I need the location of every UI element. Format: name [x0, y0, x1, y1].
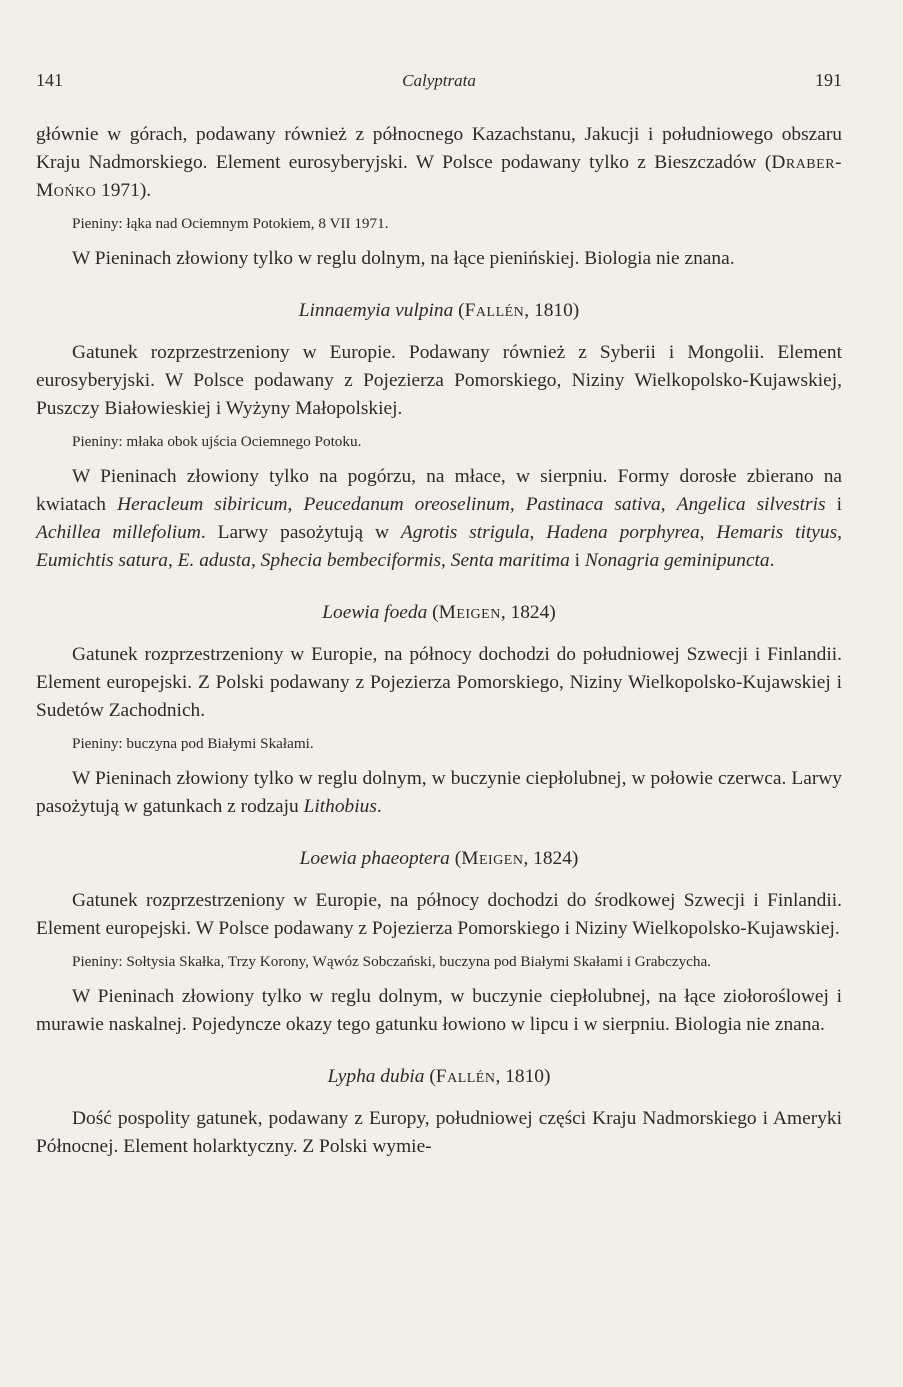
body-paragraph: głównie w górach, podawany również z północnego Kazachstanu, Jakucji i południowego obszaru Kraju Nadmorskiego. Element eurosyberyjski. W Polsce podawany tylko z Bieszczadów (Draber-Mońko 1971).: [36, 124, 842, 201]
body-paragraph: W Pieninach złowiony tylko w reglu dolnym, na łące pienińskiej. Biologia nie znana.: [72, 248, 735, 269]
species-name: Lypha dubia: [327, 1066, 425, 1087]
locality-note: Pieniny: Sołtysia Skałka, Trzy Korony, Wąwóz Sobczański, buczyna pod Białymi Skałami i Grabczycha.: [72, 953, 712, 970]
species-year: 1824: [510, 602, 550, 623]
taxon-name: Peucedanum oreoselinum: [303, 494, 510, 515]
taxon-name: Agrotis strigula: [400, 522, 530, 543]
species-author: Fallén: [464, 300, 525, 321]
taxon-name: Senta maritima: [450, 550, 570, 571]
body-paragraph: Dość pospolity gatunek, podawany z Europy, południowej części Kraju Nadmorskiego i Ameryki Północnej. Element holarktyczny. Z Polski wymie-: [36, 1108, 842, 1157]
taxon-name: E. adusta: [177, 550, 251, 571]
species-heading: Lypha dubia (Fallén, 1810): [327, 1066, 551, 1087]
taxon-name: Eumichtis satura: [36, 550, 168, 571]
species-author: Fallén: [435, 1066, 496, 1087]
body-paragraph: Gatunek rozprzestrzeniony w Europie, na północy dochodzi do południowej Szwecji i Finlandii. Element europejski. Z Polski podawany z Pojezierza Pomorskiego, Niziny Wielkopolsko-Kujawskiej i Sudetów Zachodnich.: [36, 644, 842, 721]
body-paragraph: Gatunek rozprzestrzeniony w Europie. Podawany również z Syberii i Mongolii. Element eurosyberyjski. W Polsce podawany z Pojezierza Pomorskiego, Niziny Wielkopolsko-Kujawskiej, Puszczy Białowieskiej i Wyżyny Małopolskiej.: [36, 342, 842, 419]
species-heading: Loewia phaeoptera (Meigen, 1824): [299, 848, 579, 869]
species-year: 1810: [534, 300, 573, 321]
page-body: [36, 121, 842, 1161]
species-name: Linnaemyia vulpina: [298, 300, 454, 321]
species-heading: Loewia foeda (Meigen, 1824): [322, 602, 556, 623]
body-paragraph: W Pieninach złowiony tylko w reglu dolnym, w buczynie ciepłolubnej, na łące ziołoroślowej i murawie naskalnej. Pojedyncze okazy tego gatunku łowiono w lipcu i w sierpniu. Biologia nie znana.: [36, 986, 842, 1035]
running-title: Calyptrata: [402, 71, 476, 90]
taxon-name: Lithobius: [303, 796, 377, 817]
locality-note: Pieniny: buczyna pod Białymi Skałami.: [72, 735, 314, 752]
species-name: Loewia phaeoptera: [299, 848, 450, 869]
species-year: 1810: [505, 1066, 544, 1087]
species-heading: Linnaemyia vulpina (Fallén, 1810): [298, 300, 580, 321]
body-paragraph: Gatunek rozprzestrzeniony w Europie, na północy dochodzi do środkowej Szwecji i Finlandii. Element europejski. W Polsce podawany z Pojezierza Pomorskiego i Niziny Wielkopolsko-Kujawskiej.: [36, 890, 842, 939]
page-header: [36, 70, 842, 91]
taxon-name: Pastinaca sativa: [525, 494, 661, 515]
locality-note: Pieniny: młaka obok ujścia Ociemnego Potoku.: [72, 433, 362, 450]
document-page: [36, 70, 842, 1161]
species-author: Meigen: [461, 848, 524, 869]
citation-author: Draber-Mońko: [36, 152, 842, 201]
species-year: 1824: [533, 848, 572, 869]
taxon-name: Hadena porphyrea: [546, 522, 700, 543]
taxon-name: Achillea millefolium: [36, 522, 201, 543]
species-name: Loewia foeda: [322, 602, 428, 623]
taxon-name: Angelica silvestris: [676, 494, 826, 515]
taxon-name: Sphecia bembeciformis: [260, 550, 442, 571]
taxon-name: Hemaris tityus: [716, 522, 838, 543]
page-number-right: 191: [814, 70, 842, 90]
page-number-left: 141: [36, 70, 63, 90]
locality-note: Pieniny: łąka nad Ociemnym Potokiem, 8 VII 1971.: [72, 215, 389, 232]
body-paragraph: W Pieninach złowiony tylko w reglu dolnym, w buczynie ciepłolubnej, w połowie czerwca. Larwy pasożytują w gatunkach z rodzaju Lithobius.: [36, 768, 842, 817]
taxon-name: Heracleum sibiricum: [117, 494, 288, 515]
body-paragraph: W Pieninach złowiony tylko na pogórzu, na młace, w sierpniu. Formy dorosłe zbierano na kwiatach Heracleum sibiricum, Peucedanum oreoselinum, Pastinaca sativa, Angelica silvestris i Achillea millefolium. Larwy pasożytują w Agrotis strigula, Hadena porphyrea, Hemaris tityus, Eumichtis satura, E. adusta, Sphecia bembeciformis, Senta maritima i Nonagria geminipuncta.: [36, 466, 842, 571]
species-author: Meigen: [438, 602, 501, 623]
taxon-name: Nonagria geminipuncta: [584, 550, 770, 571]
